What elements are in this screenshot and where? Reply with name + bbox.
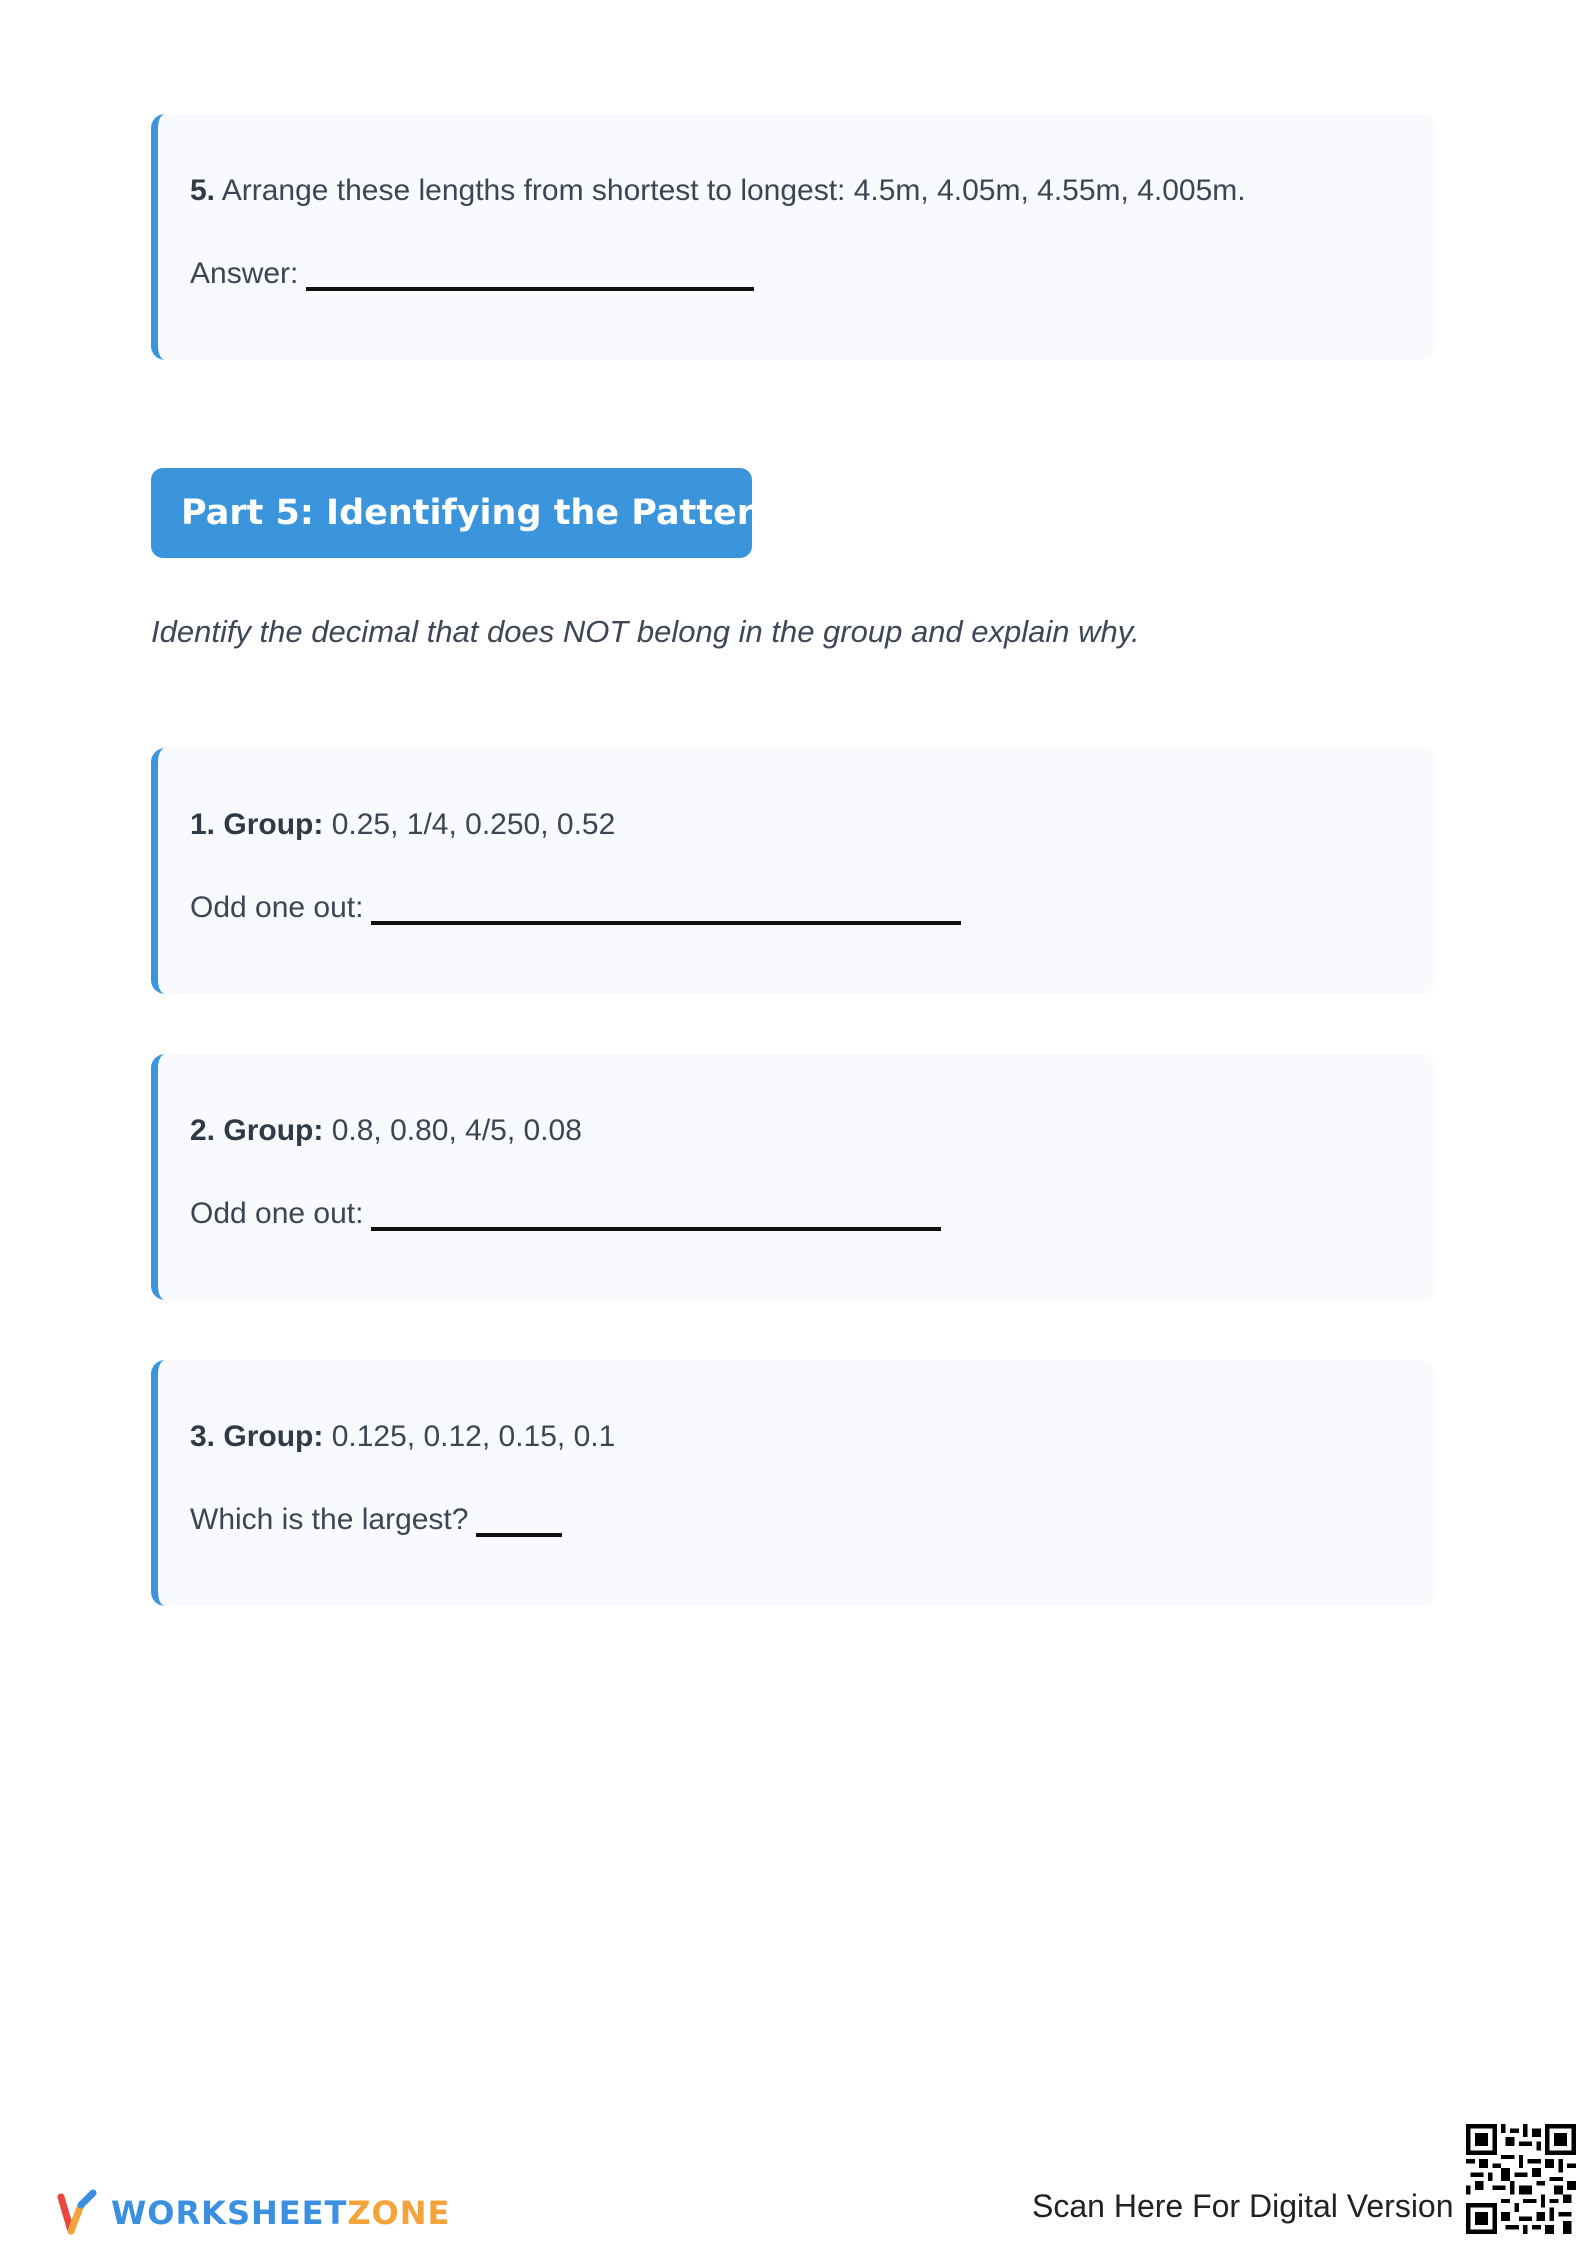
answer-blank[interactable] [306,257,754,291]
group-label: Group: [223,1420,324,1453]
logo-mark-icon [57,2187,97,2239]
group-values: 0.25, 1/4, 0.250, 0.52 [331,808,616,841]
question-card-part5-q3 [151,1360,1435,1606]
question-number: 5. [190,174,216,207]
question-text [190,1420,615,1454]
brand-name: WORKSHEETZONE [111,2194,451,2232]
question-text [190,808,615,842]
group-label: Group: [223,808,324,841]
question-card-part5-q1 [151,748,1435,994]
question-number: 3. [190,1420,216,1453]
question-card-part5-q2 [151,1054,1435,1300]
question-text [190,174,1246,208]
section-instruction: Identify the decimal that does NOT belong in the group and explain why. [151,614,1140,649]
answer-label: Which is the largest? [190,1503,469,1536]
answer-row [190,1503,562,1537]
question-text [190,1114,582,1148]
question-number: 2. [190,1114,216,1147]
answer-label: Answer: [190,257,299,290]
answer-blank[interactable] [371,1197,941,1231]
qr-code-icon[interactable] [1466,2124,1576,2234]
worksheetzone-logo[interactable] [57,2184,450,2242]
answer-row [190,891,961,925]
answer-blank[interactable] [476,1503,562,1537]
question-card-part4-q5 [151,114,1435,360]
group-values: 0.8, 0.80, 4/5, 0.08 [331,1114,582,1147]
answer-row [190,257,754,291]
section-title-badge: Part 5: Identifying the Pattern [151,468,752,558]
group-label: Group: [223,1114,324,1147]
group-values: 0.125, 0.12, 0.15, 0.1 [331,1420,616,1453]
scan-caption: Scan Here For Digital Version [1032,2188,1454,2224]
answer-label: Odd one out: [190,891,364,924]
answer-row [190,1197,941,1231]
question-body: Arrange these lengths from shortest to longest: 4.5m, 4.05m, 4.55m, 4.005m. [221,174,1246,207]
question-number: 1. [190,808,216,841]
answer-blank[interactable] [371,891,961,925]
answer-label: Odd one out: [190,1197,364,1230]
